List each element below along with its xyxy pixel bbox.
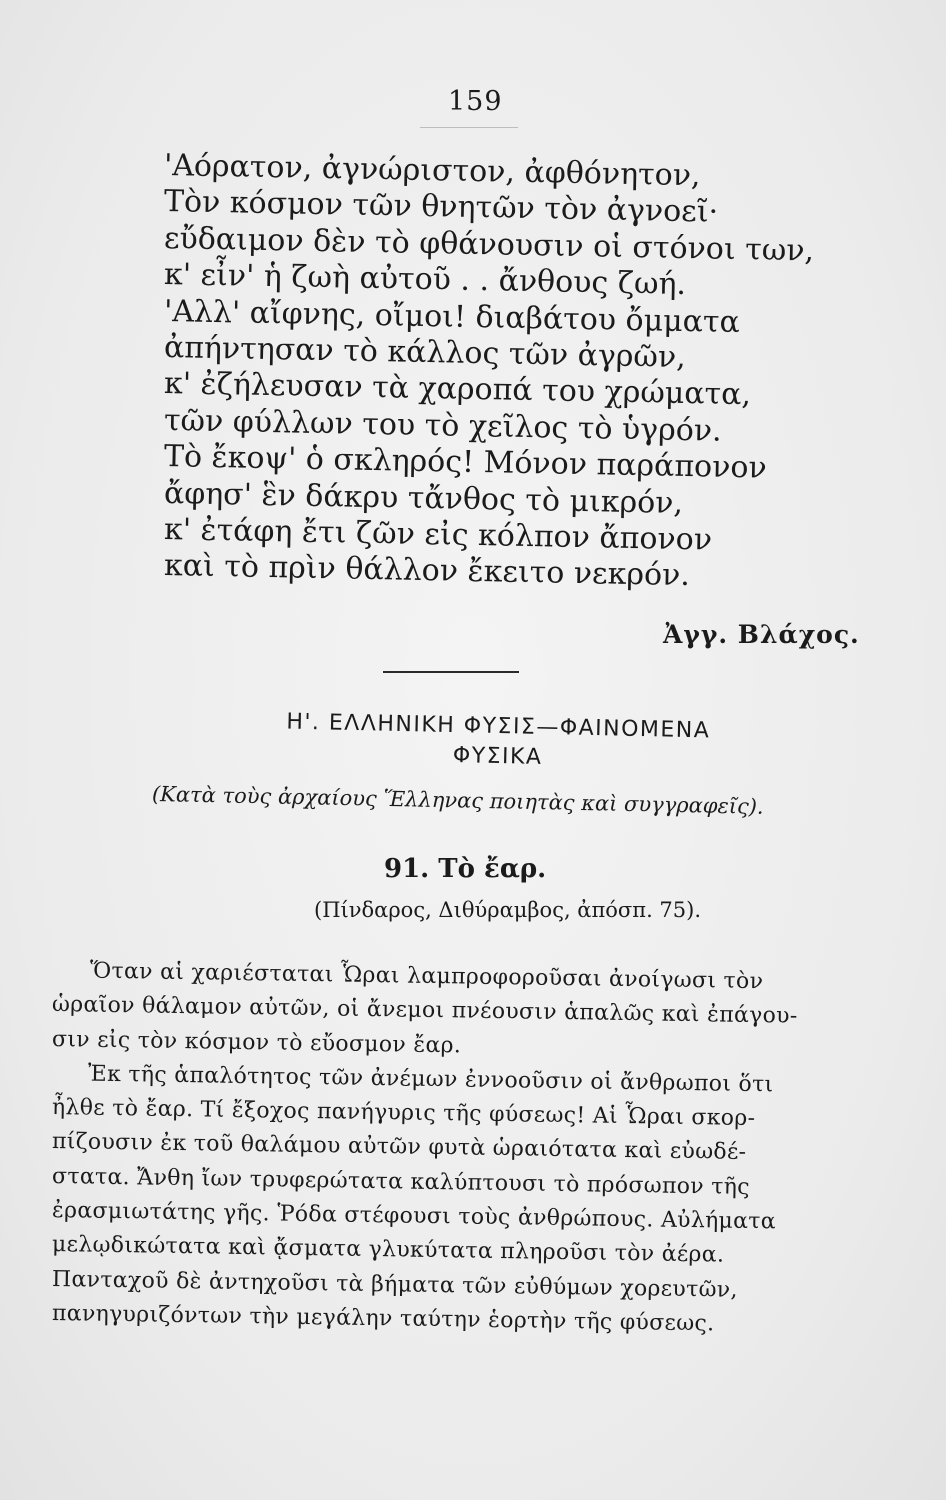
prose-line: σιν εἰς τὸν κόσμον τὸ εὔοσμον ἔαρ. bbox=[51, 1026, 462, 1059]
prose-line: πίζουσιν ἐκ τοῦ θαλάμου αὐτῶν φυτὰ ὡραιότατα καὶ εὐωδέ- bbox=[51, 1129, 747, 1166]
poem-line: κ' ἐζήλευσαν τὰ χαροπά του χρώματα, bbox=[163, 366, 752, 413]
poem-line: ἄφησ' ἓν δάκρυ τἄνθος τὸ μικρόν, bbox=[163, 475, 684, 521]
poem bbox=[163, 148, 815, 594]
poem-author: Ἀγγ. Βλάχος. bbox=[663, 620, 860, 649]
section-heading bbox=[247, 707, 748, 777]
prose-line: ἦλθε τὸ ἔαρ. Τί ἔξοχος πανήγυρις τῆς φύσεως! Αἱ Ὧραι σκορ- bbox=[51, 1095, 756, 1132]
poem-line: Τὸ ἔκοψ' ὁ σκληρός! Μόνον παράπονον bbox=[163, 439, 768, 486]
page-number: 159 bbox=[448, 86, 503, 117]
poem-line: ἀπήντησαν τὸ κάλλος τῶν ἀγρῶν, bbox=[163, 330, 687, 376]
chapter-title: 91. Τὸ ἔαρ. bbox=[384, 854, 547, 884]
section-separator bbox=[383, 671, 519, 673]
section-subtitle: (Κατὰ τοὺς ἀρχαίους Ἕλληνας ποιητὰς καὶ συγγραφεῖς). bbox=[151, 782, 764, 819]
prose-line: Πανταχοῦ δὲ ἀντηχοῦσι τὰ βήματα τῶν εὐθύμων χορευτῶν, bbox=[51, 1266, 738, 1303]
poem-line: 'Αλλ' αἴφνης, οἴμοι! διαβάτου ὄμματα bbox=[163, 293, 741, 340]
page-number-rule bbox=[420, 127, 518, 128]
prose-body bbox=[51, 954, 842, 1337]
prose-line: ὡραῖον θάλαμον αὐτῶν, οἱ ἄνεμοι πνέουσιν ἁπαλῶς καὶ ἐπάγου- bbox=[51, 992, 798, 1030]
prose-line: πανηγυριζόντων τὴν μεγάλην ταύτην ἑορτὴν τῆς φύσεως. bbox=[51, 1300, 715, 1337]
poem-line: κ' εἶν' ἡ ζωὴ αὐτοῦ . . ἄνθους ζωή. bbox=[163, 257, 687, 303]
prose-line: μελῳδικώτατα καὶ ᾄσματα γλυκύτατα πληροῦσι τὸν ἀέρα. bbox=[51, 1232, 725, 1268]
poem-line: 'Αόρατον, ἀγνώριστον, ἀφθόνητον, bbox=[163, 148, 701, 194]
poem-line: εὔδαιμον δὲν τὸ φθάνουσιν οἱ στόνοι των, bbox=[163, 220, 815, 269]
prose-line: στατα. Ἄνθη ἴων τρυφερώτατα καλύπτουσι τὸ πρόσωπον τῆς bbox=[51, 1163, 751, 1200]
chapter-source: (Πίνδαρος, Διθύραμβος, ἀπόσπ. 75). bbox=[314, 898, 702, 922]
prose-line: Ὅταν αἱ χαριέσταται Ὧραι λαμπροφοροῦσαι ἀνοίγωσι τὸν bbox=[89, 958, 764, 995]
poem-line: τῶν φύλλων του τὸ χεῖλος τὸ ὑγρόν. bbox=[163, 402, 722, 449]
poem-line: κ' ἐτάφη ἔτι ζῶν εἰς κόλπον ἄπονον bbox=[163, 512, 713, 558]
section-heading-line: Η'. ΕΛΛΗΝΙΚΗ ΦΥΣΙΣ—ΦΑΙΝΟΜΕΝΑ bbox=[286, 709, 711, 744]
poem-line: καὶ τὸ πρὶν θάλλον ἔκειτο νεκρόν. bbox=[163, 548, 691, 594]
poem-line: Τὸν κόσμον τῶν θνητῶν τὸν ἀγνοεῖ· bbox=[163, 184, 719, 231]
section-heading-line: ΦΥΣΙΚΑ bbox=[452, 743, 543, 770]
prose-line: Ἐκ τῆς ἁπαλότητος τῶν ἀνέμων ἐννοοῦσιν οἱ ἄνθρωποι ὅτι bbox=[87, 1061, 774, 1098]
prose-line: ἐρασμιωτάτης γῆς. Ῥόδα στέφουσι τοὺς ἀνθρώπους. Αὐλήματα bbox=[51, 1198, 777, 1235]
